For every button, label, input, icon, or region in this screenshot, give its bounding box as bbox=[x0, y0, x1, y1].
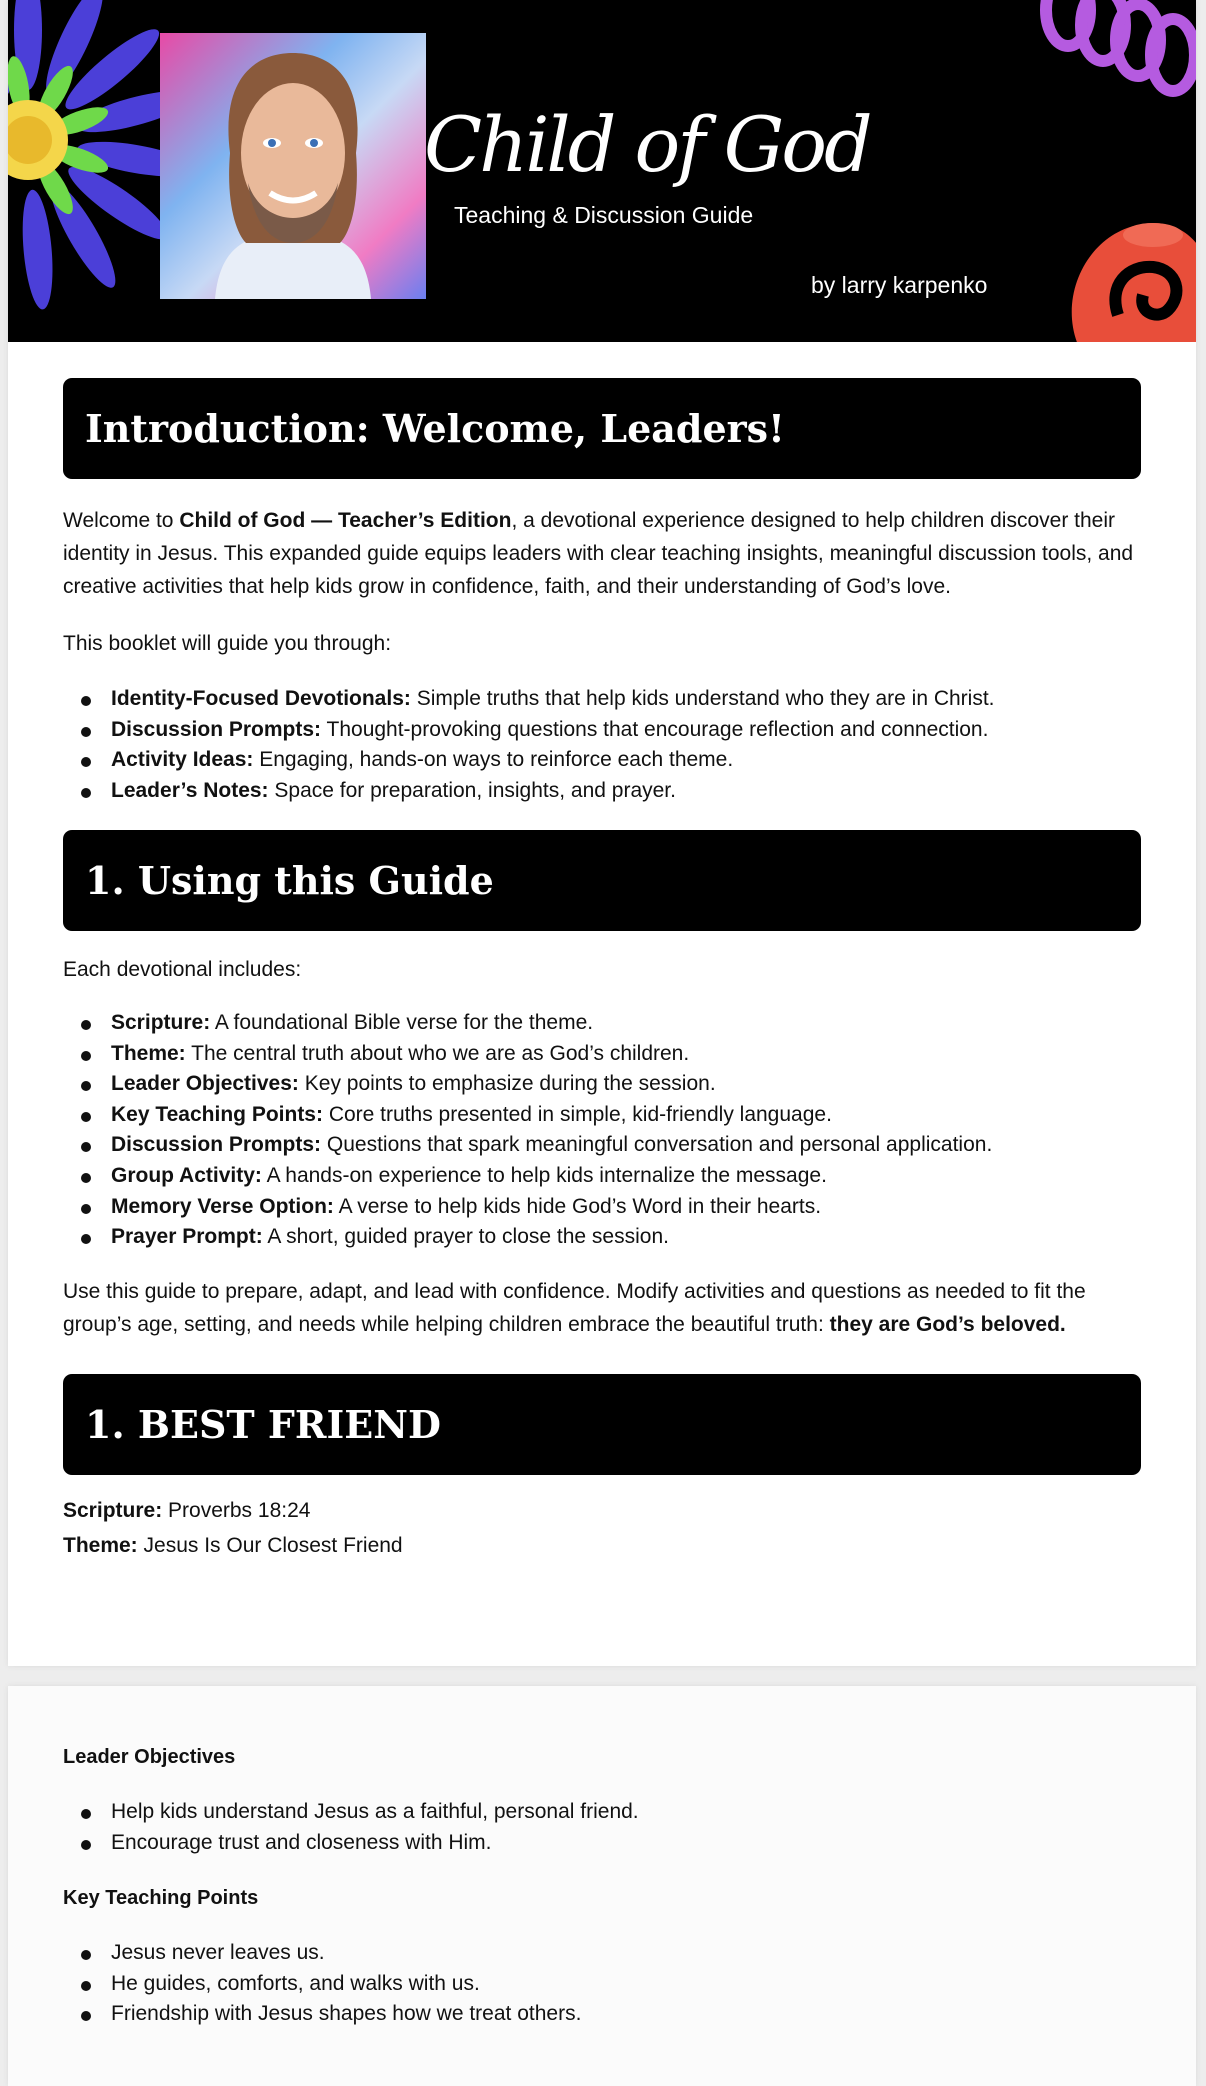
intro-paragraph: Welcome to Child of God — Teacher’s Edition, a devotional experience designed to help children discover their identity in Jesus. This expanded guide equips leaders with clear teaching insights, meaningful discussion tools, and creative activities that help kids grow in confidence, faith, and their understanding of God’s love. bbox=[63, 509, 1134, 598]
list-item: Group Activity: A hands-on experience to help kids internalize the message. bbox=[63, 1161, 1141, 1192]
list-item: Discussion Prompts: Questions that spark meaningful conversation and personal application. bbox=[63, 1130, 1141, 1161]
guide-heading: 1. Using this Guide bbox=[63, 830, 1141, 931]
list-item: Memory Verse Option: A verse to help kids hide God’s Word in their hearts. bbox=[63, 1192, 1141, 1223]
cover-author: by larry karpenko bbox=[811, 272, 988, 298]
intro-heading: Introduction: Welcome, Leaders! bbox=[63, 378, 1141, 479]
page-2 bbox=[8, 1686, 1196, 2086]
list-item: Key Teaching Points: Core truths presented in simple, kid-friendly language. bbox=[63, 1100, 1141, 1131]
objectives-list bbox=[63, 1797, 1141, 1858]
red-coral-illustration bbox=[1058, 195, 1196, 342]
lesson-1-theme: Theme: Jesus Is Our Closest Friend bbox=[63, 1534, 403, 1557]
teaching-heading: Key Teaching Points bbox=[63, 1887, 259, 1910]
objectives-heading: Leader Objectives bbox=[63, 1746, 236, 1768]
guide-section bbox=[63, 830, 1141, 1341]
list-item: Prayer Prompt: A short, guided prayer to close the session. bbox=[63, 1222, 1141, 1253]
list-item: Friendship with Jesus shapes how we treat others. bbox=[63, 1999, 1141, 2030]
list-item: Discussion Prompts: Thought-provoking questions that encourage reflection and connection. bbox=[63, 715, 1141, 746]
list-item: He guides, comforts, and walks with us. bbox=[63, 1969, 1141, 2000]
cover-title: Child of God bbox=[424, 100, 870, 189]
list-item: Help kids understand Jesus as a faithful, personal friend. bbox=[63, 1797, 1141, 1828]
intro-lead: This booklet will guide you through: bbox=[63, 632, 392, 655]
list-item: Scripture: A foundational Bible verse for the theme. bbox=[63, 1008, 1141, 1039]
guide-list bbox=[63, 1008, 1141, 1253]
guide-intro: Each devotional includes: bbox=[63, 958, 302, 981]
lesson-1-scripture: Scripture: Proverbs 18:24 bbox=[63, 1499, 311, 1522]
page-1 bbox=[8, 0, 1196, 1666]
purple-spiral-illustration bbox=[1008, 0, 1196, 140]
lesson-1-heading: 1. BEST FRIEND bbox=[63, 1374, 1141, 1475]
guide-outro: Use this guide to prepare, adapt, and lead with confidence. Modify activities and questions as needed to fit the group’s age, setting, and needs while helping children embrace the beautiful truth: they are God’s beloved. bbox=[63, 1279, 1086, 1336]
list-item: Identity-Focused Devotionals: Simple truths that help kids understand who they are in Christ. bbox=[63, 684, 1141, 715]
list-item: Theme: The central truth about who we are as God’s children. bbox=[63, 1039, 1141, 1070]
lesson-1-section bbox=[63, 1374, 1141, 1563]
list-item: Activity Ideas: Engaging, hands-on ways to reinforce each theme. bbox=[63, 745, 1141, 776]
list-item: Jesus never leaves us. bbox=[63, 1938, 1141, 1969]
list-item: Encourage trust and closeness with Him. bbox=[63, 1828, 1141, 1859]
cover-banner bbox=[8, 0, 1196, 342]
lesson-1-details bbox=[63, 1742, 1141, 2030]
list-item: Leader Objectives: Key points to emphasize during the session. bbox=[63, 1069, 1141, 1100]
intro-list bbox=[63, 684, 1141, 806]
cover-subtitle: Teaching & Discussion Guide bbox=[454, 202, 754, 228]
author-portrait bbox=[160, 33, 426, 299]
list-item: Leader’s Notes: Space for preparation, insights, and prayer. bbox=[63, 776, 1141, 807]
intro-section bbox=[63, 378, 1141, 806]
teaching-list bbox=[63, 1938, 1141, 2030]
